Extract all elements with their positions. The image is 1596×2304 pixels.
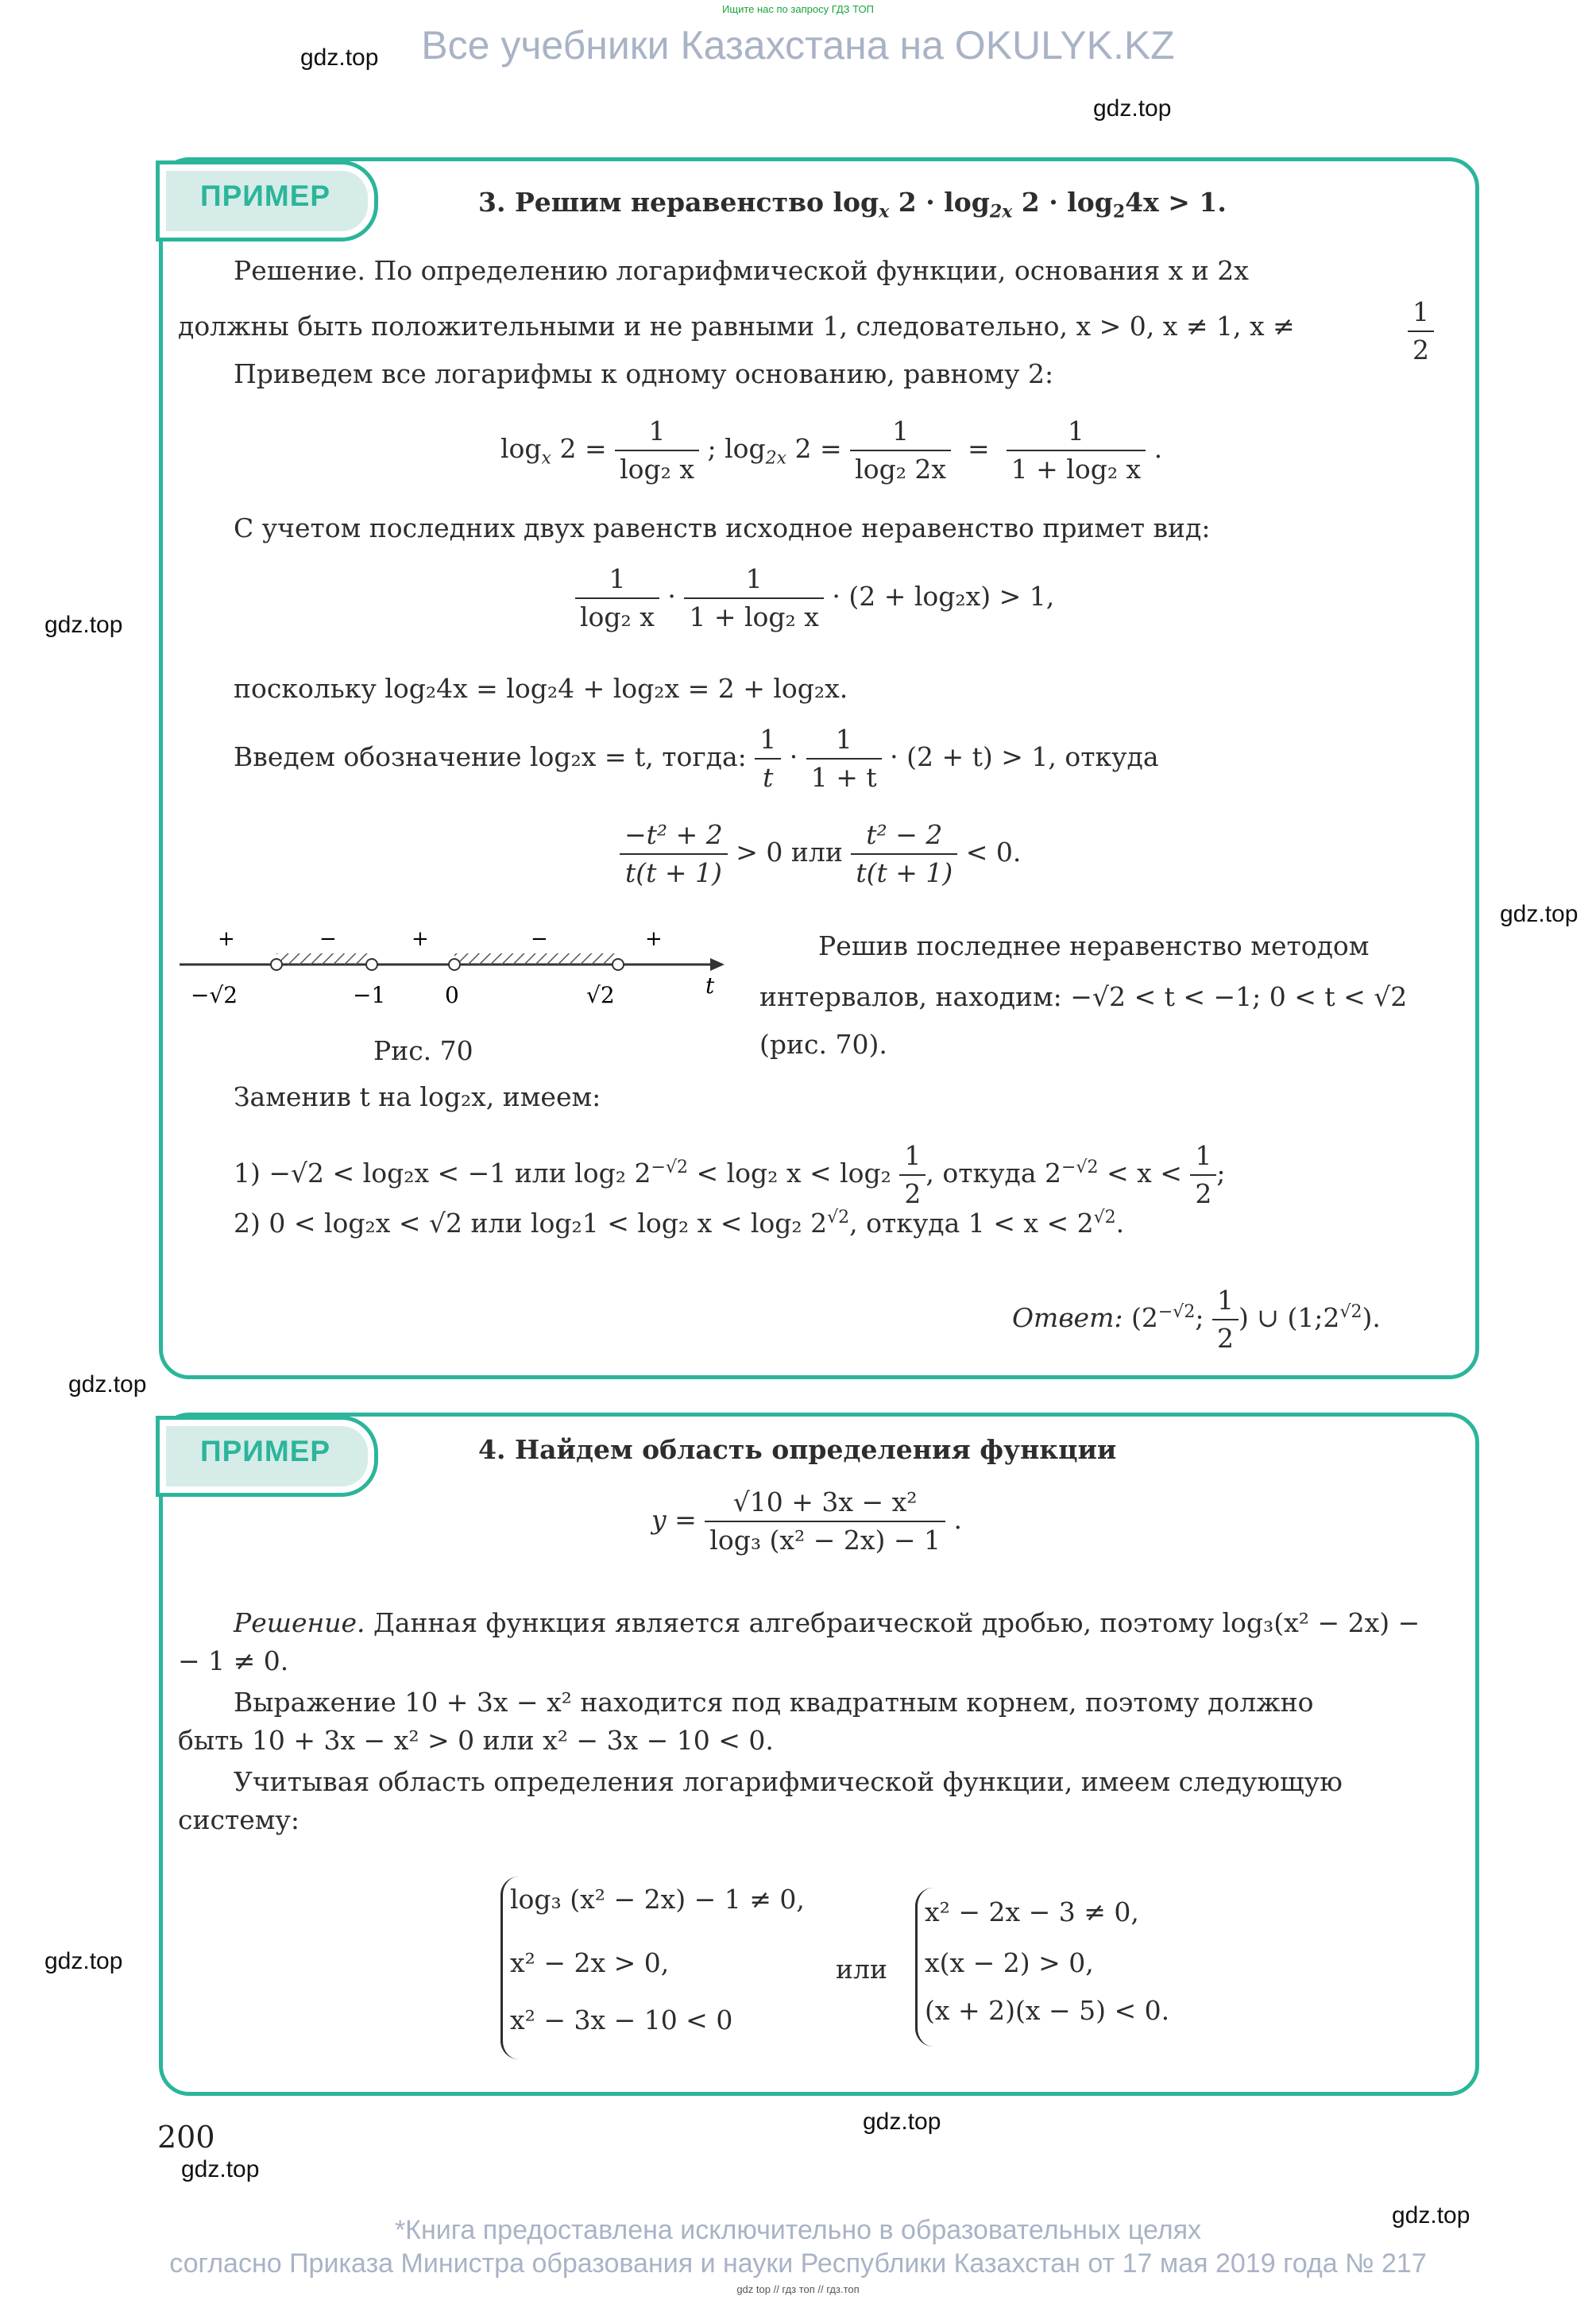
hatched-interval-1 bbox=[276, 953, 372, 965]
solution-line-1: Решение. По определению логарифмической функции, основания x и 2x bbox=[234, 255, 1249, 286]
system-2-row: x² − 2x − 3 ≠ 0, bbox=[925, 1896, 1139, 1927]
solution-line-5: поскольку log₂4x = log₂4 + log₂x = 2 + log₂x. bbox=[234, 673, 848, 704]
function-definition: y = $\frac{\text{√10 + 3x − x²}}{\text{log₃ (x² − 2x) − 1}}$ . bbox=[651, 1484, 962, 1559]
example-3-tab-label: ПРИМЕР bbox=[200, 180, 331, 212]
tick-label: −√2 bbox=[191, 982, 238, 1008]
watermark: gdz.top bbox=[181, 2156, 260, 2182]
rational-inequalities: $\frac{\text{−t² + 2}}{t(t + 1)}$ > 0 или $\frac{\text{t² − 2}}{t(t + 1)}$ < 0. bbox=[620, 817, 1021, 891]
axis-arrow bbox=[710, 958, 725, 971]
system-1-row: log₃ (x² − 2x) − 1 ≠ 0, bbox=[510, 1884, 805, 1915]
answer: Ответ: ($2^{-√2}$; $\frac{1}{2}$ ) ∪ $(1;2^{√2})$. bbox=[1012, 1282, 1381, 1357]
interval-method-figure bbox=[176, 930, 732, 1017]
sign-label: + bbox=[412, 930, 429, 951]
watermark: gdz.top bbox=[300, 44, 379, 71]
open-point-0 bbox=[449, 959, 460, 970]
watermark: gdz.top bbox=[863, 2109, 941, 2135]
tick-label: 0 bbox=[445, 982, 459, 1008]
case-1: 1) −√2 < log₂x < −1 или log₂ $2^{-√2} < \log_2$ x < log₂ $\frac{1}{2}$ , откуда $2^{-√2} < x$ < $\frac{1}{2}$ ; bbox=[234, 1138, 1226, 1212]
solution-line-7: Заменив t на log₂x, имеем: bbox=[234, 1081, 601, 1112]
watermark: gdz.top bbox=[1093, 95, 1172, 122]
solution-line-4: С учетом последних двух равенств исходное неравенство примет вид: bbox=[234, 512, 1211, 543]
watermark: gdz.top bbox=[44, 612, 123, 638]
system-2-row: x(x − 2) > 0, bbox=[925, 1947, 1094, 1978]
hatched-interval-2 bbox=[454, 953, 618, 965]
open-point-neg-sqrt2 bbox=[271, 959, 282, 970]
transformed-inequality: $\frac{1}{\text{log₂ x}}$ · $\frac{1}{\text{1 + log₂ x}}$ · (2 + log₂x) > 1, bbox=[575, 561, 1054, 636]
fraction-half: $\frac{1}{2}$ bbox=[1408, 294, 1434, 369]
log-conversion-equation: $\log_x 2$ = $\frac{1}{\text{log₂ x}}$ ; $\log_{2x} 2$ = $\frac{1}{\text{log₂ 2x}}$ = $\frac{1}{\text{1 + log₂ x}}$ . bbox=[500, 413, 1162, 488]
site-banner[interactable]: Все учебники Казахстана на OKULYK.KZ bbox=[421, 23, 1175, 68]
system-2-row: (x + 2)(x − 5) < 0. bbox=[925, 1995, 1170, 2026]
system-1-row: x² − 3x − 10 < 0 bbox=[510, 2004, 733, 2035]
example-4-line-2: − 1 ≠ 0. bbox=[178, 1645, 289, 1676]
open-point-sqrt2 bbox=[613, 959, 624, 970]
search-notice: Ищите нас по запросу ГДЗ ТОП bbox=[722, 3, 874, 15]
watermark: gdz.top bbox=[1500, 901, 1579, 927]
example-4-line-4: быть 10 + 3x − x² > 0 или x² − 3x − 10 < 0. bbox=[178, 1725, 774, 1756]
footer-tiny: gdz top // гдз топ // гдз.топ bbox=[736, 2283, 860, 2295]
right-text-3: (рис. 70). bbox=[759, 1029, 887, 1060]
tick-label: −1 bbox=[353, 982, 386, 1008]
sign-label: + bbox=[218, 930, 235, 951]
example-4-line-1: Решение. Данная функция является алгебраической дробью, поэтому log₃(x² − 2x) − bbox=[234, 1607, 1420, 1638]
solution-line-3: Приведем все логарифмы к одному основанию, равному 2: bbox=[234, 358, 1054, 389]
sign-label: − bbox=[319, 930, 337, 951]
example-4-line-5: Учитывая область определения логарифмической функции, имеем следующую bbox=[234, 1766, 1343, 1797]
case-2: 2) 0 < log₂x < √2 или log₂1 < log₂ x < log₂ $2^{√2}$, откуда $1 < x < 2^{√2}$. bbox=[234, 1208, 1125, 1239]
watermark: gdz.top bbox=[1392, 2202, 1470, 2229]
right-text-2: интервалов, находим: −√2 < t < −1; 0 < t < √2 bbox=[759, 981, 1408, 1012]
example-4-line-3: Выражение 10 + 3x − x² находится под квадратным корнем, поэтому должно bbox=[234, 1687, 1314, 1718]
axis-variable-label: t bbox=[705, 972, 715, 999]
example-4-tab-label: ПРИМЕР bbox=[200, 1435, 331, 1467]
example-3-statement: 3. Решим неравенство $\log_x 2 \cdot \log_{2x} 2 \cdot \log_24x > 1$. bbox=[478, 187, 1227, 222]
sign-label: + bbox=[645, 930, 663, 951]
footer-line-2: согласно Приказа Министра образования и науки Республики Казахстан от 17 мая 2019 года № 217 bbox=[169, 2248, 1427, 2279]
watermark: gdz.top bbox=[44, 1948, 123, 1974]
right-text-1: Решив последнее неравенство методом bbox=[818, 930, 1370, 961]
page-number: 200 bbox=[157, 2120, 215, 2155]
tick-label: √2 bbox=[586, 982, 615, 1008]
open-point-neg1 bbox=[366, 959, 377, 970]
footer-line-1: *Книга предоставлена исключительно в образовательных целях bbox=[394, 2215, 1202, 2245]
substitution-line: Введем обозначение log₂x = t, тогда: $\frac{1}{t}$ · $\frac{1}{1 + t}$ · (2 + t) > 1, откуда bbox=[234, 721, 1159, 796]
figure-caption: Рис. 70 bbox=[373, 1035, 473, 1066]
watermark: gdz.top bbox=[68, 1371, 147, 1397]
example-4-line-6: систему: bbox=[178, 1804, 299, 1835]
or-word: или bbox=[836, 1954, 887, 1985]
solution-line-2: должны быть положительными и не равными 1, следовательно, x > 0, x ≠ 1, x ≠ bbox=[178, 311, 1295, 342]
example-4-statement: 4. Найдем область определения функции bbox=[478, 1434, 1117, 1465]
system-1-row: x² − 2x > 0, bbox=[510, 1947, 670, 1978]
sign-label: − bbox=[531, 930, 548, 951]
